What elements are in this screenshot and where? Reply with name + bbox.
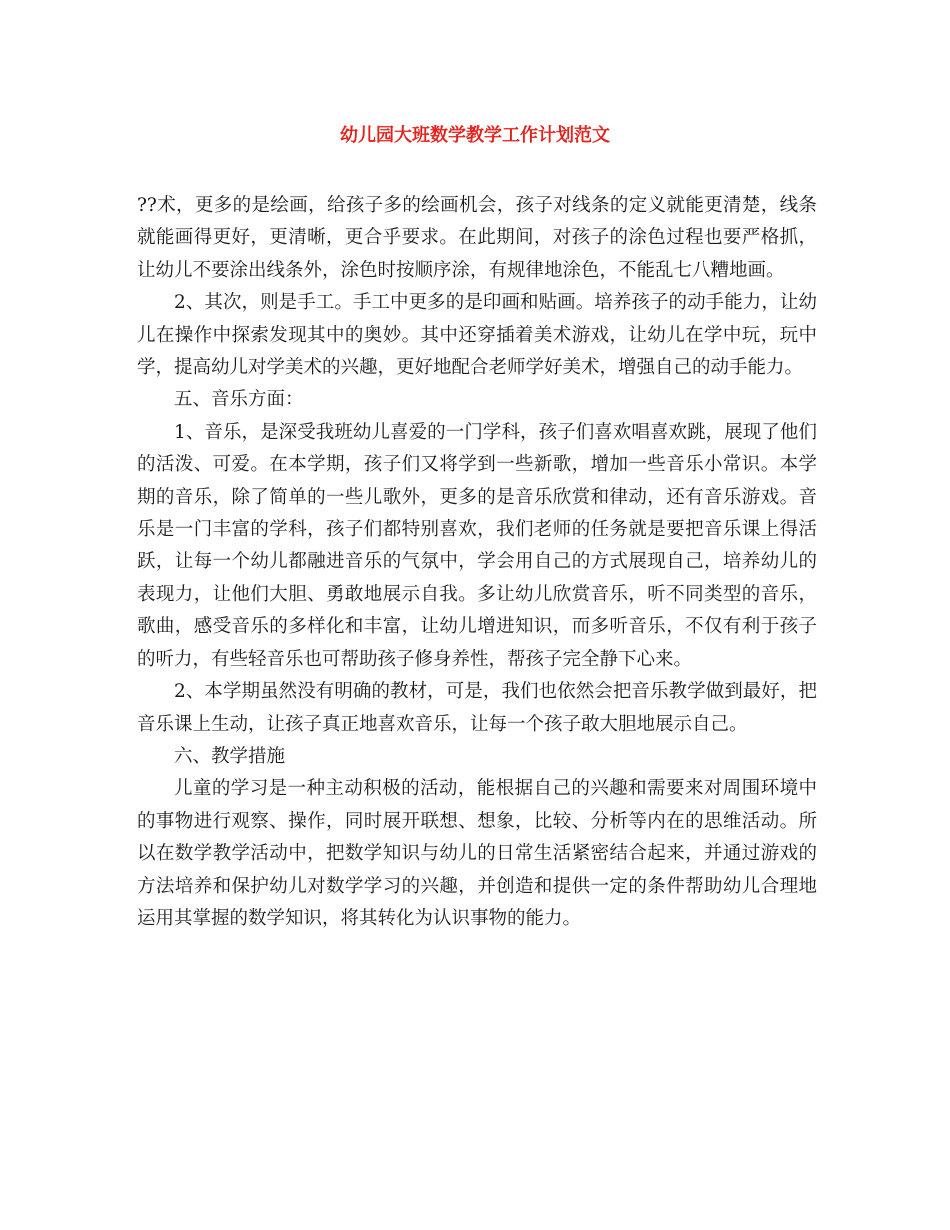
document-body (137, 190, 817, 935)
section-heading-music: 五、音乐方面： (174, 389, 304, 411)
paragraph-handcraft: 2、其次，则是手工。手工中更多的是印画和贴画。培养孩子的动手能力，让幼儿在操作中探索发现其中的奥妙。其中还穿插着美术游戏，让幼儿在学中玩，玩中学，提高幼儿对学美术的兴趣，更好地配合老师学好美术，增强自己的动手能力。 (137, 292, 817, 379)
paragraph-teaching-measures: 儿童的学习是一种主动积极的活动，能根据自己的兴趣和需要来对周围环境中的事物进行观察、操作，同时展开联想、想象，比较、分析等内在的思维活动。所以在数学教学活动中，把数学知识与幼儿的日常生活紧密结合起来，并通过游戏的方法培养和保护幼儿对数学学习的兴趣，并创造和提供一定的条件帮助幼儿合理地运用其掌握的数学知识，将其转化为认识事物的能力。 (137, 778, 817, 929)
section-heading-teaching-measures: 六、教学措施 (174, 745, 286, 767)
paragraph-art-drawing: ??术，更多的是绘画，给孩子多的绘画机会，孩子对线条的定义就能更清楚，线条就能画得更好，更清晰，更合乎要求。在此期间，对孩子的涂色过程也要严格抓，让幼儿不要涂出线条外，涂色时按顺序涂，有规律地涂色，不能乱七八糟地画。 (137, 195, 817, 281)
paragraph-music-2: 2、本学期虽然没有明确的教材，可是，我们也依然会把音乐教学做到最好，把音乐课上生动，让孩子真正地喜欢音乐，让每一个孩子敢大胆地展示自己。 (137, 681, 817, 735)
paragraph-music-1: 1、音乐，是深受我班幼儿喜爱的一门学科，孩子们喜欢唱喜欢跳，展现了他们的活泼、可爱。在本学期，孩子们又将学到一些新歌，增加一些音乐小常识。本学期的音乐，除了简单的一些儿歌外，更多的是音乐欣赏和律动，还有音乐游戏。音乐是一门丰富的学科，孩子们都特别喜欢，我们老师的任务就是要把音乐课上得活跃，让每一个幼儿都融进音乐的气氛中，学会用自己的方式展现自己，培养幼儿的表现力，让他们大胆、勇敢地展示自我。多让幼儿欣赏音乐，听不同类型的音乐，歌曲，感受音乐的多样化和丰富，让幼儿增进知识，而多听音乐，不仅有利于孩子的听力，有些轻音乐也可帮助孩子修身养性，帮孩子完全静下心来。 (137, 421, 817, 670)
document-title: 幼儿园大班数学教学工作计划范文 (340, 125, 610, 146)
